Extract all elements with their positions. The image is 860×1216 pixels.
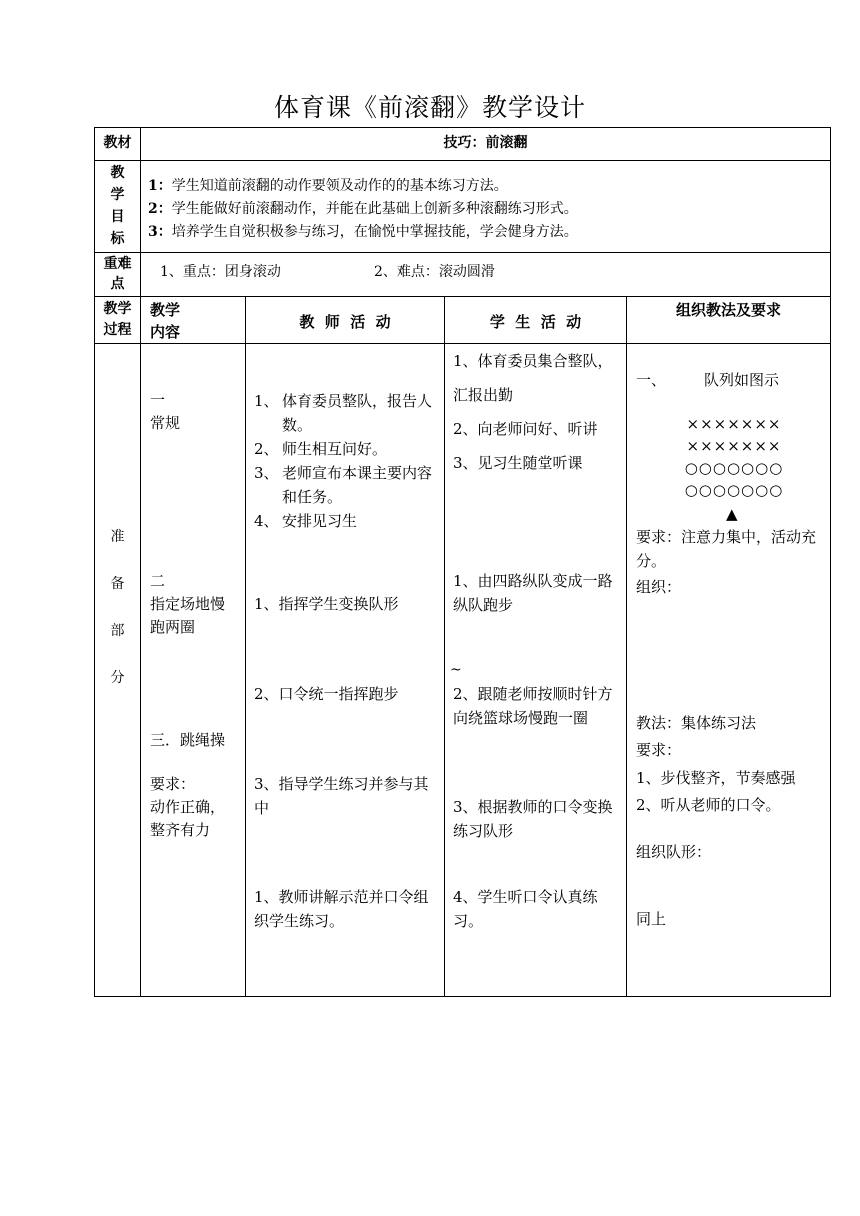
teacher-item-text: 体育委员整队，报告人数。 — [282, 392, 433, 434]
goal-item — [148, 221, 828, 244]
header-process-line: 过程 — [103, 322, 132, 338]
teacher-item — [254, 509, 438, 533]
student-s7: 4、学生听口令认真练习。 — [453, 888, 598, 930]
key-label-line: 重难 — [103, 256, 132, 272]
teacher-t5: 1、指挥学生变换队形 — [254, 595, 399, 613]
teacher-item-num: 2、 — [254, 440, 279, 458]
formation-row-students-circle: ○○○○○○○ — [684, 459, 784, 477]
content-c3: 三．跳绳操 — [150, 731, 226, 749]
teacher-item — [254, 461, 438, 509]
section-label-char: 分 — [110, 670, 125, 686]
key-point: 1、重点：团身滚动 — [160, 264, 281, 280]
method-m7: 2、听从老师的口令。 — [636, 796, 781, 814]
column-divider — [140, 127, 141, 997]
goal-text: 学生知道前滚翻的动作要领及动作的的基本练习方法。 — [171, 178, 508, 194]
goal-num: 2： — [148, 201, 172, 217]
column-divider — [626, 296, 627, 997]
goal-num: 1： — [148, 178, 172, 194]
teacher-item-num: 3、 — [254, 464, 279, 482]
student-s2: 2、向老师问好、听讲 — [453, 420, 598, 438]
goal-text: 学生能做好前滚翻动作，并能在此基础上创新多种滚翻练习形式。 — [171, 201, 578, 217]
method-m1-text: 队列如图示 — [704, 371, 780, 389]
header-process-line: 教学 — [103, 301, 132, 317]
formation-row-students-circle: ○○○○○○○ — [684, 481, 784, 499]
content-c2-num: 二 — [150, 572, 166, 590]
section-label — [95, 526, 140, 714]
header-process — [95, 299, 140, 341]
teacher-item-text: 师生相互问好。 — [282, 440, 388, 458]
goal-text: 培养学生自觉积极参与练习，在愉悦中掌握技能，学会健身方法。 — [171, 224, 578, 240]
content-req-line: 整齐有力 — [150, 821, 211, 839]
header-teacher: 教 师 活 动 — [299, 313, 391, 331]
goals-label-char: 教 — [110, 165, 125, 181]
student-s6: 3、根据教师的口令变换练习队形 — [453, 798, 613, 840]
goals-label-char: 标 — [110, 231, 125, 247]
material-value: 技巧：前滚翻 — [443, 135, 528, 151]
content-req-line: 动作正确， — [150, 798, 226, 816]
material-label: 教材 — [103, 135, 132, 151]
teacher-item-text: 老师宣布本课主要内容和任务。 — [282, 464, 433, 506]
method-m4: 教法：集体练习法 — [636, 714, 757, 732]
section-label-char: 准 — [110, 529, 125, 545]
method-m5: 要求： — [636, 741, 682, 759]
teacher-t7: 3、指导学生练习并参与其中 — [254, 775, 429, 817]
method-m1 — [636, 368, 779, 392]
section-label-char: 备 — [110, 576, 125, 592]
student-s1b: 汇报出勤 — [453, 386, 514, 404]
goals-label-char: 学 — [110, 187, 125, 203]
difficulty-point: 2、难点：滚动圆滑 — [374, 264, 495, 280]
table-border-bottom — [94, 996, 831, 997]
content-req-label: 要求： — [150, 775, 196, 793]
table-border-right — [830, 127, 831, 997]
student-s3: 3、见习生随堂听课 — [453, 454, 583, 472]
content-c2-line: 指定场地慢 — [150, 595, 226, 613]
student-tilde: ~ — [450, 662, 462, 678]
student-s1: 1、体育委员集合整队， — [453, 352, 613, 370]
goal-item — [148, 175, 828, 198]
teacher-t6: 2、口令统一指挥跑步 — [254, 685, 399, 703]
goals-label-char: 目 — [110, 209, 125, 225]
teacher-item-num: 4、 — [254, 512, 279, 530]
teacher-list — [254, 389, 438, 533]
column-divider — [245, 296, 246, 997]
header-content-line: 内容 — [150, 323, 181, 341]
formation-row-students-cross: ××××××× — [686, 437, 782, 455]
content-c2-line: 跑两圈 — [150, 618, 196, 636]
key-label-line: 点 — [110, 276, 125, 292]
student-s5: 2、跟随老师按顺时针方向绕篮球场慢跑一圈 — [453, 685, 613, 727]
header-content-line: 教学 — [150, 301, 181, 319]
column-divider — [444, 296, 445, 997]
teacher-item-num: 1、 — [254, 392, 279, 410]
teacher-position-icon: ▲ — [726, 505, 738, 523]
goal-item — [148, 198, 828, 221]
formation-row-students-cross: ××××××× — [686, 415, 782, 433]
row-divider — [94, 252, 831, 253]
teacher-item-text: 安排见习生 — [282, 512, 358, 530]
header-method: 组织教法及要求 — [675, 301, 781, 319]
student-s4: 1、由四路纵队变成一路纵队跑步 — [453, 572, 613, 614]
content-c1-num: 一 — [150, 391, 166, 409]
header-content — [150, 299, 240, 343]
method-m6: 1、步伐整齐，节奏感强 — [636, 769, 796, 787]
page-title: 体育课《前滚翻》教学设计 — [273, 93, 586, 122]
goals-list — [148, 175, 828, 244]
teacher-item — [254, 437, 438, 461]
formation-diagram — [627, 413, 841, 501]
goal-num: 3： — [148, 224, 172, 240]
section-label-char: 部 — [110, 623, 125, 639]
method-m3: 组织： — [636, 578, 682, 596]
method-m8: 组织队形： — [636, 843, 712, 861]
row-divider — [94, 296, 831, 297]
method-m1-num: 一、 — [636, 371, 667, 389]
header-student: 学 生 活 动 — [489, 313, 582, 331]
content-c1-name: 常规 — [150, 414, 181, 432]
row-divider — [94, 160, 831, 161]
row-divider — [94, 343, 831, 344]
teacher-item — [254, 389, 438, 437]
goals-label — [95, 162, 140, 250]
teacher-t8: 1、教师讲解示范并口令组织学生练习。 — [254, 888, 429, 930]
key-label — [95, 254, 140, 294]
method-m2: 要求：注意力集中，活动充分。 — [636, 528, 817, 570]
method-m9: 同上 — [636, 910, 667, 928]
